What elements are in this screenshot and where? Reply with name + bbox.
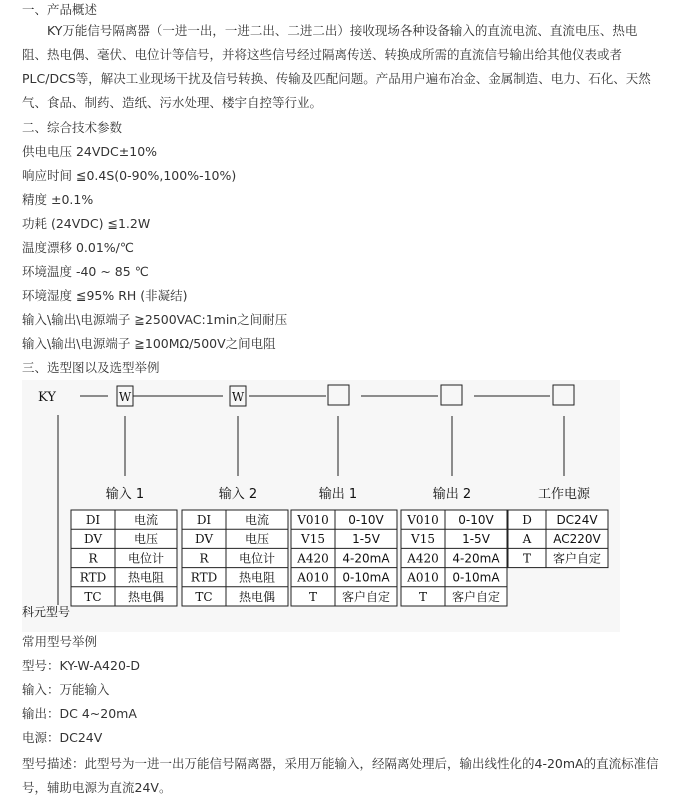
section3-heading: 三、选型图以及选型举例 [22,360,160,375]
option-description: 客户自定 [451,589,501,604]
box2-code: W [231,390,245,404]
brand-label: 科元型号 [22,605,71,619]
product-overview-paragraph [22,19,662,115]
spec-withstand-voltage: 输入\输出\电源端子 ≧2500VAC:1min之间耐压 [22,312,288,327]
option-code: D [522,513,532,527]
group-title: 输入 2 [218,487,258,502]
spec-response-time: 响应时间 ≦0.4S(0-90%,100%-10%) [22,168,237,183]
spec-ambient-humidity: 环境湿度 ≦95% RH (非凝结) [22,288,188,303]
option-code: T [522,551,532,566]
option-code: DI [85,513,101,527]
example-power: 电源：DC24V [22,730,103,745]
option-code: A010 [407,570,439,585]
option-description: 电位计 [238,551,276,566]
code-box-power [553,385,574,405]
option-code: T [418,589,428,604]
option-description: 电压 [244,532,270,547]
option-description: 热电偶 [238,589,276,604]
option-description: DC24V [556,513,598,527]
prefix-label: KY [38,390,56,405]
option-description: 电流 [133,513,159,527]
example-model: 型号：KY-W-A420-D [22,658,141,673]
option-description: 电流 [244,513,270,527]
option-description: 0-10mA [452,570,500,585]
option-code: A010 [297,570,329,585]
option-description: 客户自定 [341,589,391,604]
code-box-output2 [441,385,462,405]
spec-supply-voltage: 供电电压 24VDC±10% [22,144,158,159]
option-code: TC [195,589,213,604]
option-code: R [88,551,98,566]
spec-temperature-drift: 温度漂移 0.01%/℃ [22,240,134,255]
option-code: DI [196,513,212,527]
spec-ambient-temperature: 环境温度 -40 ~ 85 ℃ [22,264,149,279]
selection-diagram-svg [22,380,620,632]
option-code: R [199,551,209,566]
option-description: 1-5V [462,532,490,547]
option-groups [71,486,608,606]
spec-accuracy: 精度 ±0.1% [22,192,94,207]
option-description: 4-20mA [452,551,500,566]
option-description: 4-20mA [342,551,390,566]
option-description: 0-10V [348,513,384,527]
section2-heading: 二、综合技术参数 [22,120,123,135]
option-description: 电位计 [127,551,165,566]
group-title: 输出 2 [432,487,472,502]
option-description: 电压 [133,532,159,547]
option-description: 热电阻 [238,570,276,585]
code-box-output1 [328,385,349,405]
option-code: V010 [407,513,439,527]
example-output: 输出：DC 4~20mA [22,706,137,721]
example-heading: 常用型号举例 [22,634,98,649]
option-description: 热电偶 [127,589,165,604]
spec-power-consumption: 功耗 (24VDC) ≦1.2W [22,216,151,231]
option-code: V15 [301,532,325,547]
option-code: TC [84,589,102,604]
example-input: 输入：万能输入 [22,682,110,697]
option-code: RTD [79,570,107,585]
option-code: A [522,532,532,547]
option-code: DV [194,532,214,547]
example-description: 型号描述：此型号为一进一出万能信号隔离器，采用万能输入，经隔离处理后，输出线性化的4-20mA的直流标准信号，辅助电源为直流24V。 [22,756,659,795]
product-overview-text: KY万能信号隔离器（一进一出，一进二出、二进二出）接收现场各种设备输入的直流电流、直流电压、热电阻、热电偶、毫伏、电位计等信号，并将这些信号经过隔离传送、转换成所需的直流信号输出给其他仪表或者PLC/DCS等，解决工业现场干扰及信号转换、传输及匹配问题。产品用户遍布冶金、金属制造、电力、石化、天然气、食品、制药、造纸、污水处理、楼宇自控等行业。 [22,23,651,110]
group-title: 输入 1 [105,487,145,502]
option-description: 热电阻 [127,570,165,585]
group-title: 工作电源 [537,487,591,502]
option-code: V15 [411,532,435,547]
option-description: AC220V [553,532,601,547]
option-description: 0-10mA [342,570,390,585]
option-code: A420 [407,551,439,566]
option-code: V010 [297,513,329,527]
option-code: DV [83,532,103,547]
group-title: 输出 1 [318,487,358,502]
spec-insulation-resistance: 输入\输出\电源端子 ≧100MΩ/500V之间电阻 [22,336,276,351]
option-code: T [308,589,318,604]
option-code: A420 [297,551,329,566]
option-description: 客户自定 [552,551,602,566]
option-code: RTD [190,570,218,585]
model-selection-diagram [22,380,620,632]
box1-code: W [118,390,132,404]
option-description: 1-5V [352,532,380,547]
section1-heading: 一、产品概述 [22,2,98,17]
option-description: 0-10V [458,513,494,527]
